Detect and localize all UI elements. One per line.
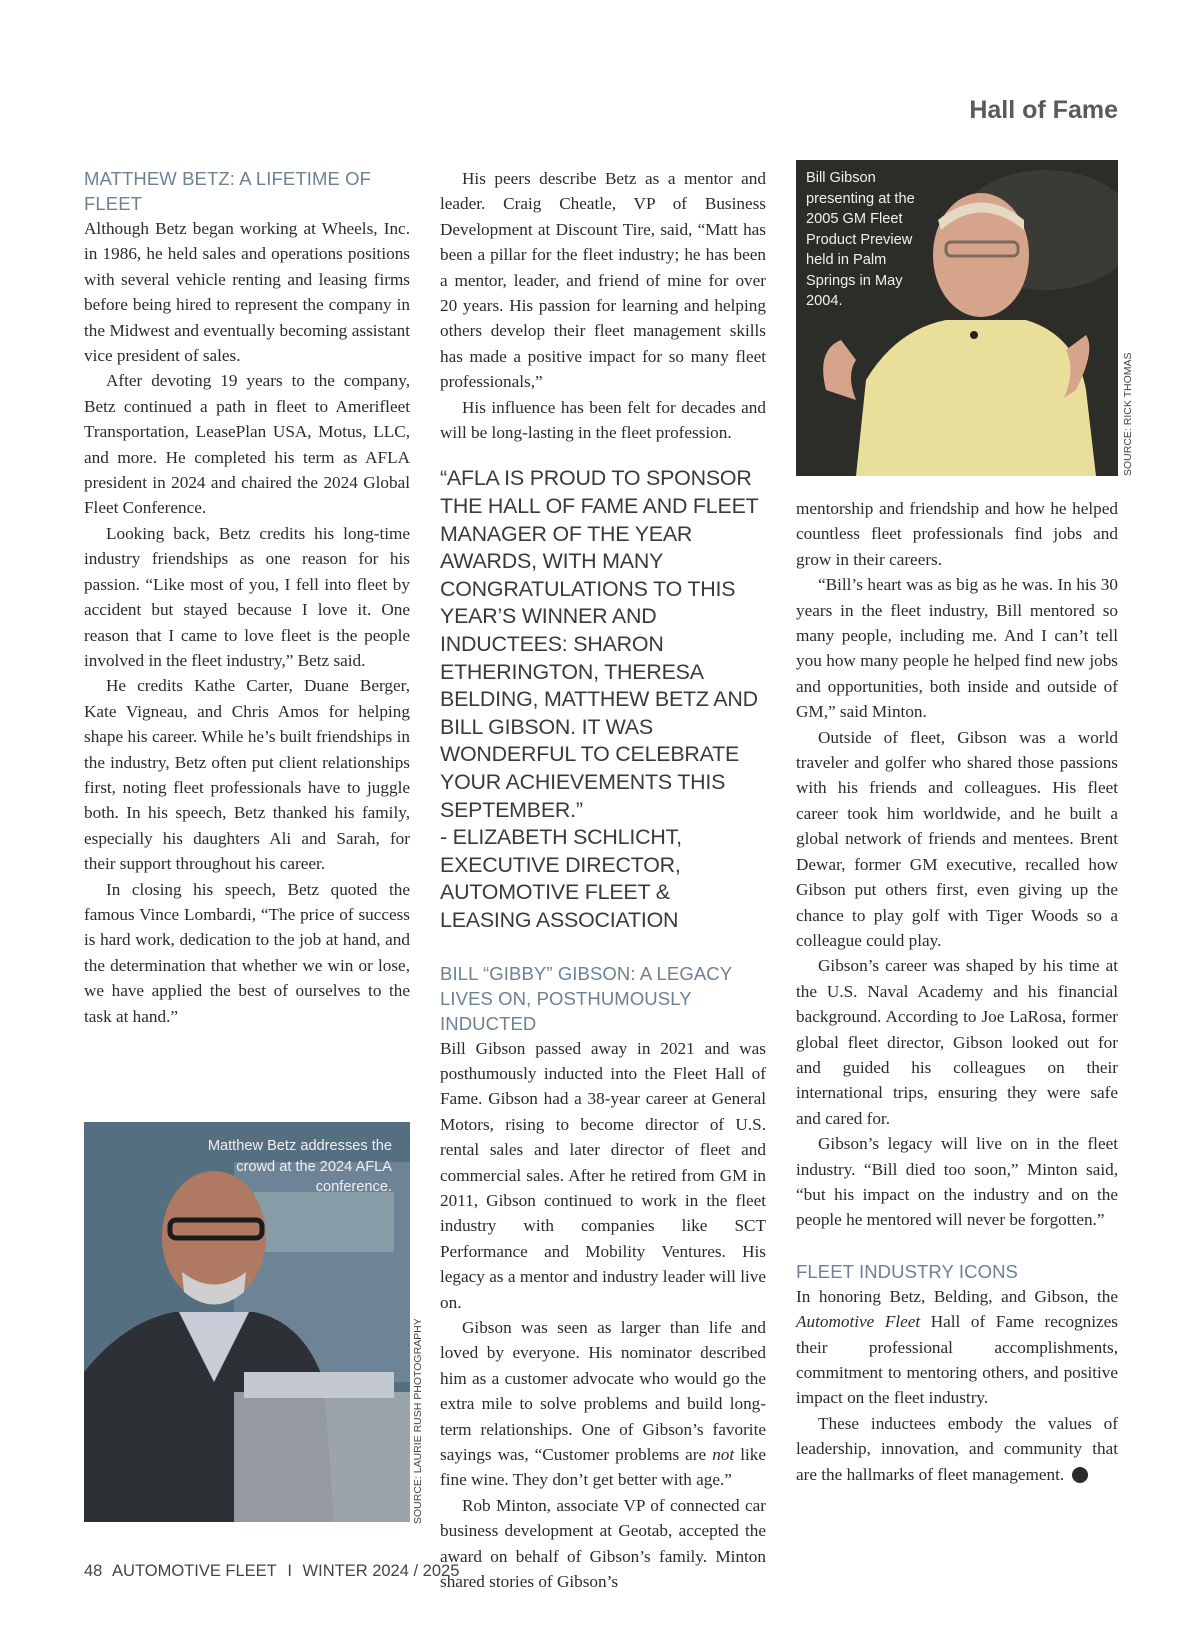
publication-name: AUTOMOTIVE FLEET	[112, 1562, 277, 1580]
paragraph: Although Betz began working at Wheels, Inc. in 1986, he held sales and operations positions with several vehicle renting and leasing firms before being hired to represent the company in the Midwest and eventually becoming assistant vice president of sales.	[84, 219, 410, 366]
paragraph: mentorship and friendship and how he helped countless fleet professionals find jobs and grow in their careers.	[796, 499, 1118, 569]
pull-quote	[440, 465, 766, 934]
paragraph: In closing his speech, Betz quoted the famous Vince Lombardi, “The price of success is hard work, dedication to the job at hand, and the determination that whether we win or lose, we have applied the best of ourselves to the task at hand.”	[84, 879, 410, 1026]
photo-credit: SOURCE: RICK THOMAS	[1122, 352, 1134, 476]
af-end-mark-icon: AF	[1072, 1467, 1088, 1483]
paragraph: Gibson was seen as larger than life and loved by everyone. His nominator described him as a customer advocate who would go the extra mile to solve problems and build long-term relationships. One of Gibson’s favorite sayings was, “Customer problems are not like fine wine. They don’t get better with age.”	[440, 1318, 766, 1490]
column-3	[796, 496, 1118, 1487]
footer-separator: I	[287, 1562, 292, 1580]
photo-caption: Matthew Betz addresses the crowd at the 2024 AFLA conference.	[207, 1138, 392, 1195]
paragraph: He credits Kathe Carter, Duane Berger, Kate Vigneau, and Chris Amos for helping shape his career. While he’s built friendships in the industry, Betz often put client relationships first, noting fleet professionals have to juggle both. In his speech, Betz thanked his family, especially his daughters Ali and Sarah, for their support throughout his career.	[84, 676, 410, 874]
photo-credit: SOURCE: LAURIE RUSH PHOTOGRAPHY	[412, 1318, 424, 1524]
paragraph: After devoting 19 years to the company, Betz continued a path in fleet to Amerifleet Transportation, LeasePlan USA, Motus, LLC, and more. He completed his term as AFLA president in 2024 and chaired the 2024 Global Fleet Conference.	[84, 371, 410, 518]
column-2	[440, 166, 766, 1595]
paragraph: Looking back, Betz credits his long-time industry friendships as one reason for his passion. “Like most of you, I fell into fleet by accident but stayed because I love it. One reason that I came to love fleet is the people involved in the fleet industry,” Betz said.	[84, 523, 410, 670]
paragraph	[796, 1411, 1118, 1487]
photo-matthew-betz	[84, 1122, 410, 1522]
pull-quote-attribution: - ELIZABETH SCHLICHT, EXECUTIVE DIRECTOR, AUTOMOTIVE FLEET & LEASING ASSOCIATION	[440, 825, 682, 932]
paragraph: In honoring Betz, Belding, and Gibson, the Automotive Fleet Hall of Fame recognizes their professional accomplishments, commitment to mentoring others, and positive impact on the fleet industry.	[796, 1286, 1118, 1408]
paragraph: His influence has been felt for decades and will be long-lasting in the fleet profession.	[440, 397, 766, 443]
page-number: 48	[84, 1562, 103, 1580]
article-heading-gibson: BILL “GIBBY” GIBSON: A LEGACY LIVES ON, POSTHUMOUSLY INDUCTED	[440, 962, 732, 1034]
column-1	[84, 166, 410, 1029]
paragraph: His peers describe Betz as a mentor and leader. Craig Cheatle, VP of Business Development at Discount Tire, said, “Matt has been a pillar for the fleet industry; he has been a mentor, leader, and friend of mine for over 20 years. His passion for learning and helping others develop their fleet management skills has made a positive impact for so many fleet professionals,”	[440, 169, 766, 392]
paragraph: Outside of fleet, Gibson was a world traveler and golfer who shared those passions with his friends and colleagues. His fleet career took him worldwide, and he built a global network of friends and mentees. Brent Dewar, former GM executive, recalled how Gibson put others first, even giving up the chance to play golf with Tiger Woods so a colleague could play.	[796, 727, 1118, 950]
paragraph-text: These inductees embody the values of leadership, innovation, and community that are the hallmarks of fleet management.	[796, 1413, 1118, 1484]
paragraph: Gibson’s legacy will live on in the fleet industry. “Bill died too soon,” Minton said, “but his impact on the industry and on the people he mentored will never be forgotten.”	[796, 1134, 1118, 1230]
paragraph: Bill Gibson passed away in 2021 and was posthumously inducted into the Fleet Hall of Fame. Gibson had a 38-year career at General Motors, rising to become director of U.S. rental sales and later director of fleet and commercial sales. After he retired from GM in 2011, Gibson continued to work in the fleet industry with companies like SCT Performance and Mobility Ventures. His legacy as a mentor and industry leader will live on.	[440, 1038, 766, 1312]
pull-quote-text: “AFLA IS PROUD TO SPONSOR THE HALL OF FAME AND FLEET MANAGER OF THE YEAR AWARDS, WITH MANY CONGRATULATIONS TO THIS YEAR’S WINNER AND INDUCTEES: SHARON ETHERINGTON, THERESA BELDING, MATTHEW BETZ AND BILL GIBSON. IT WAS WONDERFUL TO CELEBRATE YOUR ACHIEVEMENTS THIS SEPTEMBER.”	[440, 466, 759, 822]
page-footer	[84, 1562, 465, 1581]
article-heading-betz: MATTHEW BETZ: A LIFETIME OF FLEET	[84, 168, 372, 214]
photo-caption: Bill Gibson presenting at the 2005 GM Fleet Product Preview held in Palm Springs in May 2004.	[806, 170, 915, 309]
section-label: Hall of Fame	[969, 96, 1118, 124]
paragraph: Rob Minton, associate VP of connected car business development at Geotab, accepted the award on behalf of Gibson’s family. Minton shared stories of Gibson’s	[440, 1495, 766, 1592]
photo-bill-gibson	[796, 160, 1118, 476]
paragraph: “Bill’s heart was as big as he was. In his 30 years in the fleet industry, Bill mentored so many people, including me. And I can’t tell you how many people he helped find new jobs and opportunities, both inside and outside of GM,” said Minton.	[796, 575, 1118, 722]
issue-date: WINTER 2024 / 2025	[302, 1562, 460, 1580]
article-heading-icons: FLEET INDUSTRY ICONS	[796, 1260, 1018, 1282]
paragraph: Gibson’s career was shaped by his time at the U.S. Naval Academy and his financial background. According to Joe LaRosa, former global fleet director, Gibson looked out for and guided his colleagues on their international trips, ensuring they were safe and cared for.	[796, 956, 1118, 1128]
